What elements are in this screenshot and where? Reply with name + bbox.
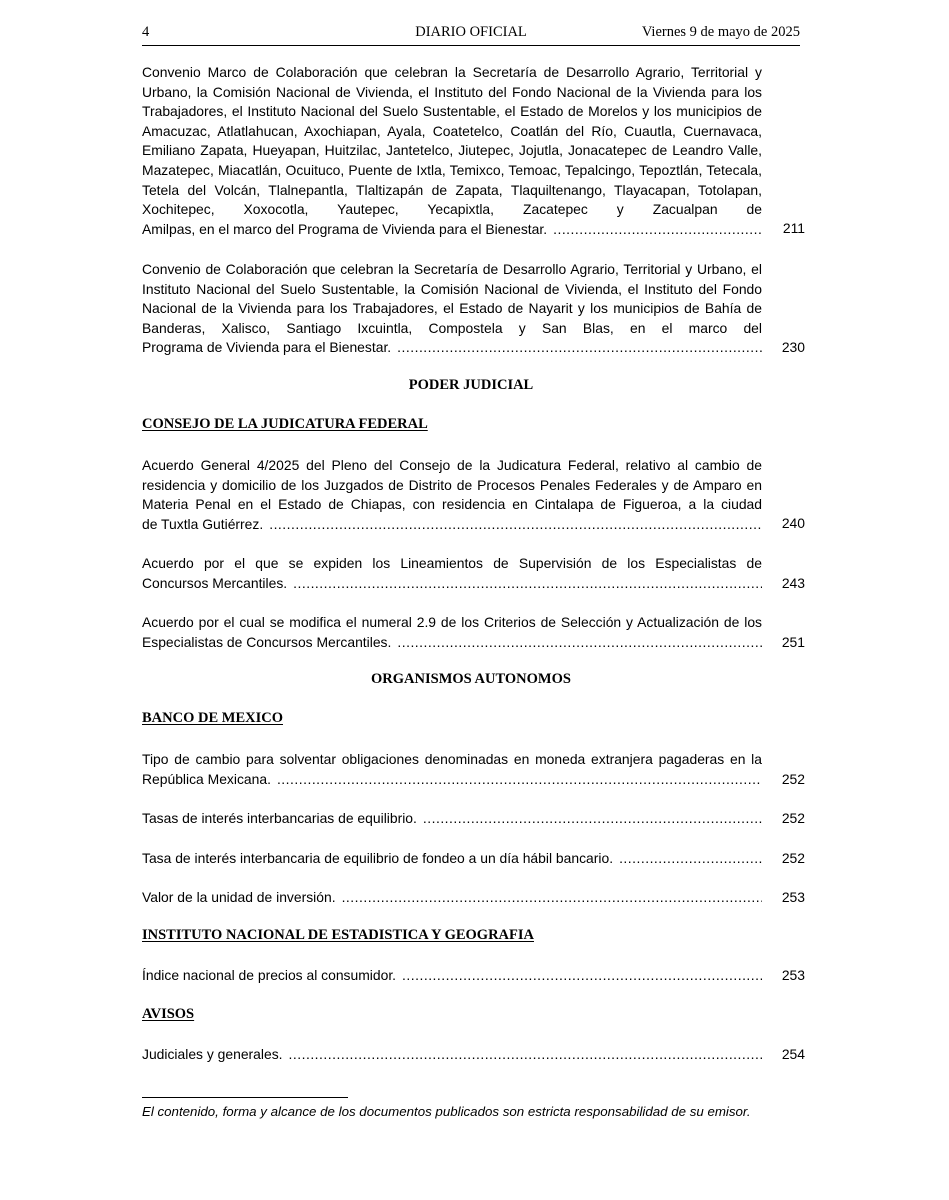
leader-dots xyxy=(397,633,762,653)
leader-dots xyxy=(277,770,762,790)
publication-title: DIARIO OFICIAL xyxy=(415,24,527,40)
page-header xyxy=(142,20,800,46)
leader-dots xyxy=(289,1045,762,1065)
toc-entry-text-end: Índice nacional de precios al consumidor. xyxy=(142,967,397,983)
toc-entry xyxy=(142,1045,762,1065)
page-number: 4 xyxy=(142,24,150,40)
toc-entry-text-end: Tasas de interés interbancarias de equilibrio. xyxy=(142,810,417,826)
leader-dots xyxy=(293,574,762,594)
toc-entry xyxy=(142,260,762,358)
leader-dots xyxy=(402,966,762,986)
subsection-heading-consejo: CONSEJO DE LA JUDICATURA FEDERAL xyxy=(142,416,428,432)
toc-entry-text-end: Amilpas, en el marco del Programa de Vivienda para el Bienestar. xyxy=(142,220,548,237)
toc-page-number: 251 xyxy=(781,634,805,650)
footnote-divider xyxy=(142,1097,348,1098)
toc-entry-text-end: Especialistas de Concursos Mercantiles. xyxy=(142,633,392,650)
toc-page-number: 243 xyxy=(781,575,805,591)
toc-entry-text-end: Concursos Mercantiles. xyxy=(142,574,288,591)
toc-entry-text-end: Judiciales y generales. xyxy=(142,1046,283,1062)
toc-entry xyxy=(142,750,762,789)
toc-entry-text-end: de Tuxtla Gutiérrez. xyxy=(142,515,264,532)
leader-dots xyxy=(397,338,762,358)
toc-page-number: 254 xyxy=(781,1046,805,1062)
toc-entry xyxy=(142,966,762,986)
toc-entry xyxy=(142,456,762,534)
toc-page-number: 253 xyxy=(781,967,805,983)
toc-page-number: 253 xyxy=(781,889,805,905)
toc-entry-text-end: Tasa de interés interbancaria de equilibrio de fondeo a un día hábil bancario. xyxy=(142,850,614,866)
toc-page-number: 252 xyxy=(781,810,805,826)
toc-entry xyxy=(142,809,762,829)
subsection-heading-banco: BANCO DE MEXICO xyxy=(142,710,283,726)
toc-page-number: 230 xyxy=(781,339,805,355)
toc-entry-text: Tipo de cambio para solventar obligaciones denominadas en moneda extranjera pagaderas en la xyxy=(142,751,762,767)
toc-entry-text: Convenio de Colaboración que celebran la Secretaría de Desarrollo Agrario, Territorial y Urbano, el Instituto Nacional del Suelo Sustentable, la Comisión Nacional de Vivienda, el Instituto del Fondo Nacional de la Vivienda para los Trabajadores, el Estado de Nayarit y los municipios de Bahía de Banderas, Xalisco, Santiago Ixcuintla, Compostela y San Blas, en el marco del xyxy=(142,261,762,336)
toc-entry-text-end: Programa de Vivienda para el Bienestar. xyxy=(142,339,392,356)
subsection-heading-inegi: INSTITUTO NACIONAL DE ESTADISTICA Y GEOGRAFIA xyxy=(142,927,534,943)
toc-entry-text: Acuerdo por el que se expiden los Lineamientos de Supervisión de los Especialistas de xyxy=(142,555,762,571)
toc-entry-text: Convenio Marco de Colaboración que celebran la Secretaría de Desarrollo Agrario, Territorial y Urbano, la Comisión Nacional de Vivienda, el Instituto del Fondo Nacional de la Vivienda para los Trabajadores, el Instituto Nacional del Suelo Sustentable, el Estado de Morelos y los municipios de Amacuzac, Atlatlahucan, Axochiapan, Ayala, Coatetelco, Coatlán del Río, Cuautla, Cuernavaca, Emiliano Zapata, Hueyapan, Huitzilac, Jantetelco, Jiutepec, Jojutla, Jonacatepec de Leandro Valle, Mazatepec, Miacatlán, Ocuituco, Puente de Ixtla, Temixco, Temoac, Tepalcingo, Tepoztlán, Tetecala, Tetela del Volcán, Tlalnepantla, Tlaltizapán de Zapata, Tlaquiltenango, Tlayacapan, Totolapan, Xochitepec, Xoxocotla, Yautepec, Yecapixtla, Zacatepec y Zacualpan de xyxy=(142,64,762,218)
toc-page-number: 252 xyxy=(781,850,805,866)
toc-page-number: 211 xyxy=(782,220,805,236)
toc-entry xyxy=(142,554,762,593)
toc-entry-text: Acuerdo por el cual se modifica el numeral 2.9 de los Criterios de Selección y Actualización de los xyxy=(142,614,762,630)
toc-entry xyxy=(142,63,762,239)
toc-entry xyxy=(142,888,762,908)
toc-page-number: 252 xyxy=(781,771,805,787)
subsection-heading-avisos: AVISOS xyxy=(142,1006,195,1022)
section-heading-organismos: ORGANISMOS AUTONOMOS xyxy=(371,671,571,687)
toc-entry xyxy=(142,849,762,869)
leader-dots xyxy=(553,220,762,240)
leader-dots xyxy=(269,515,762,535)
section-heading-poder-judicial: PODER JUDICIAL xyxy=(408,377,534,393)
leader-dots xyxy=(619,849,762,869)
footnote: El contenido, forma y alcance de los documentos publicados son estricta responsabilidad de su emisor. xyxy=(142,1104,751,1119)
toc-entry-text: Acuerdo General 4/2025 del Pleno del Consejo de la Judicatura Federal, relativo al cambio de residencia y domicilio de los Juzgados de Distrito de Procesos Penales Federales y de Amparo en Materia Penal en el Estado de Chiapas, con residencia en Cintalapa de Figueroa, a la ciudad xyxy=(142,457,762,513)
leader-dots xyxy=(423,809,762,829)
leader-dots xyxy=(342,888,762,908)
toc-entry-text-end: República Mexicana. xyxy=(142,770,271,787)
toc-entry-text-end: Valor de la unidad de inversión. xyxy=(142,889,336,905)
toc-entry xyxy=(142,613,762,652)
publication-date: Viernes 9 de mayo de 2025 xyxy=(641,24,800,40)
toc-page-number: 240 xyxy=(781,515,805,531)
